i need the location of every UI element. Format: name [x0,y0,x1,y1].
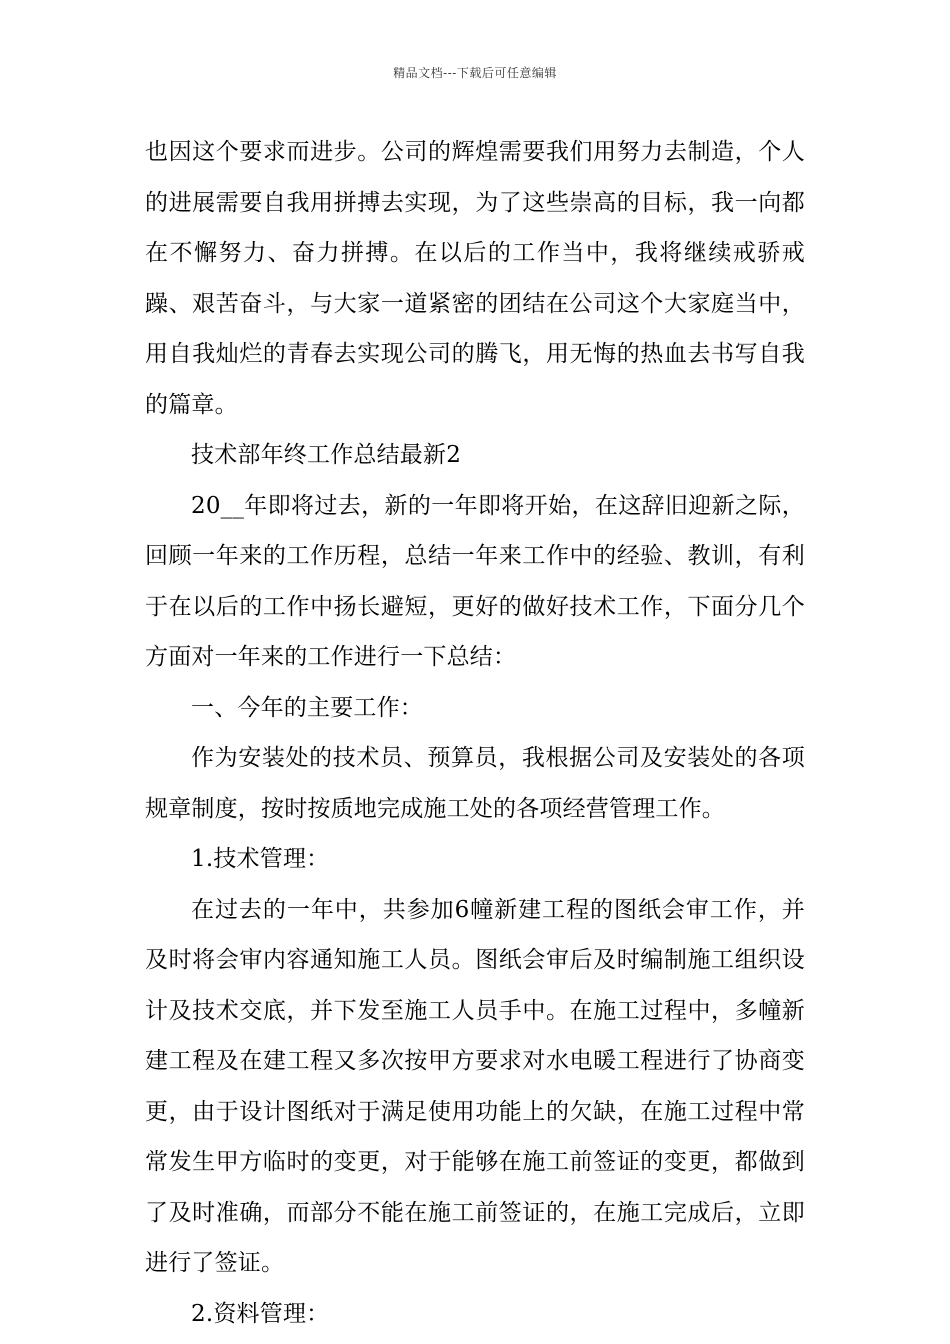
paragraph-continuation: 也因这个要求而进步。公司的辉煌需要我们用努力去制造，个人的进展需要自我用拼搏去实现，为了这些崇高的目标，我一向都在不懈努力、奋力拼搏。在以后的工作当中，我将继续戒骄戒躁、艰苦奋斗，与大家一道紧密的团结在公司这个大家庭当中，用自我灿烂的青春去实现公司的腾飞，用无悔的热血去书写自我的篇章。 [145,139,805,418]
section-title: 技术部年终工作总结最新2 [191,442,462,468]
heading-technical-management: 1.技术管理： [191,846,330,872]
document-body [145,127,805,1339]
heading-document-management: 2.资料管理： [191,1300,330,1327]
paragraph-technical-management: 在过去的一年中，共参加6幢新建工程的图纸会审工作，并及时将会审内容通知施工人员。图纸会审后及时编制施工组织设计及技术交底，并下发至施工人员手中。在施工过程中，多幢新建工程及在建工程又多次按甲方要求对水电暖工程进行了协商变更，由于设计图纸对于满足使用功能上的欠缺，在施工过程中常常发生甲方临时的变更，对于能够在施工前签证的变更，都做到了及时准确，而部分不能在施工前签证的，在施工完成后，立即进行了签证。 [145,896,805,1276]
paragraph-intro: 20__年即将过去，新的一年即将开始，在这辞旧迎新之际，回顾一年来的工作历程，总结一年来工作中的经验、教训，有利于在以后的工作中扬长避短，更好的做好技术工作，下面分几个方面对一年来的工作进行一下总结： [145,492,805,670]
heading-main-work: 一、今年的主要工作： [191,694,423,721]
page-header: 精品文档---下载后可任意编辑 [393,66,557,80]
paragraph-role: 作为安装处的技术员、预算员，我根据公司及安装处的各项规章制度，按时按质地完成施工处的各项经营管理工作。 [145,745,805,822]
